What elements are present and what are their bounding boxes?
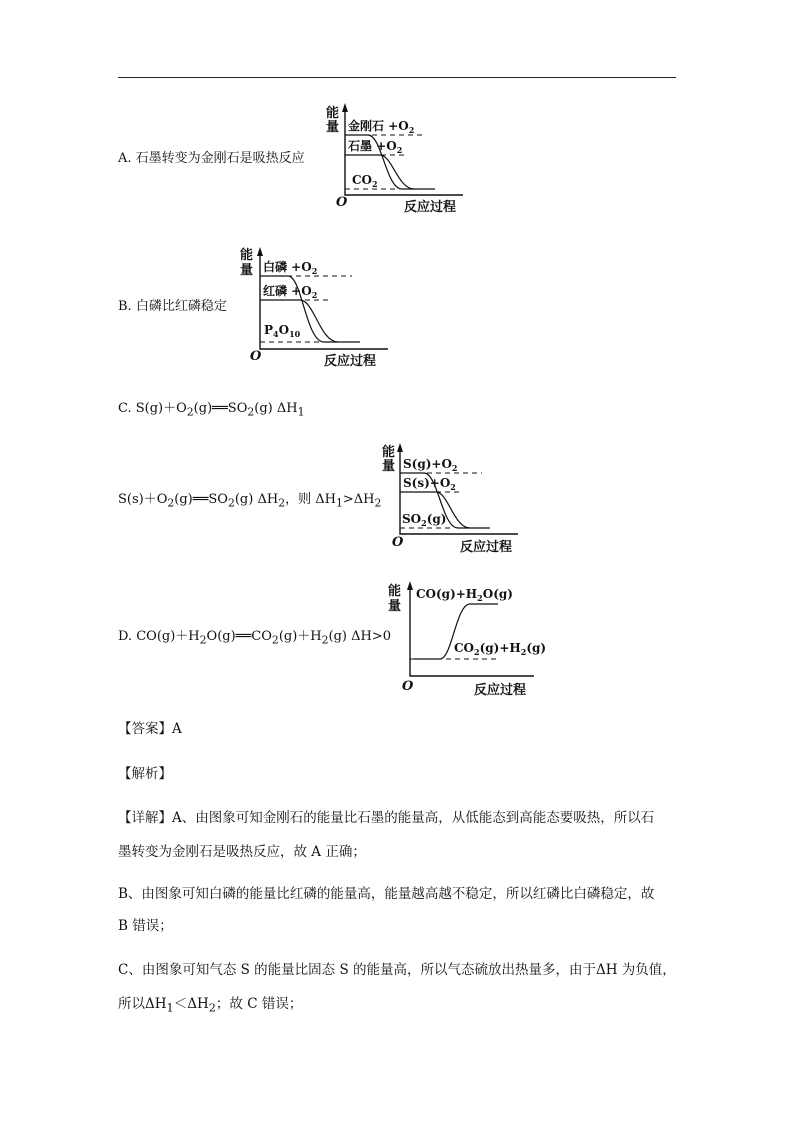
diagram-b-energy-label-2: 量 [240,263,254,278]
explanation-a-line2: 墨转变为金刚石是吸热反应，故 A 正确； [118,844,366,860]
diagram-a-origin: O [336,195,348,210]
svg-text:CO(g)+H2O(g): $CO(g)+H_2O(g)$ [416,587,513,603]
diagram-d-energy-label-2: 量 [388,599,402,614]
diagram-d [384,580,547,700]
svg-text:CO2(g)+H2(g): $CO_2(g)+H_2(g)$ [454,641,547,657]
explanation-b-line2: B 错误； [118,918,173,934]
explanation-c-line1: C、由图象可知气态 S 的能量比固态 S 的能量高，所以气态硫放出热量多，由于ΔH 为负值， [118,962,676,978]
option-a-text: A. 石墨转变为金刚石是吸热反应 [118,151,305,166]
option-c-line2: $S(s)+O_2(g)══SO_2(g)$ $\Delta H_2$，则 $\Delta H_1>\Delta H_2$ [118,492,382,510]
svg-text:白磷 +O2: 白磷 $+O_2$ [263,260,318,276]
diagram-a-label-top: 金刚石 +O [348,119,409,133]
diagram-c-label-bottom: SO [402,512,422,526]
diagram-a [320,100,470,218]
explanation-a-line1: 【详解】A、由图象可知金刚石的能量比石墨的能量高，从低能态到高能态要吸热，所以石 [118,810,655,826]
diagram-c-arrow [397,443,403,452]
option-c-line1: C. $S(g)+O_2(g)══SO_2(g)$ $\Delta H_1$ [118,401,305,419]
diagram-d-arrow [407,581,413,590]
explanation-b-line1: B、由图象可知白磷的能量比红磷的能量高，能量越高越不稳定，所以红磷比白磷稳定，故 [118,886,655,902]
diagram-b-label-top: 白磷 +O [263,260,312,274]
svg-text:S(s)+O2: $S(s)+O_2$ [403,476,456,492]
diagram-b-energy-label-1: 能 [240,248,254,263]
svg-text:SO2(g): $SO_2(g)$ [402,512,447,528]
svg-text:CO2: $CO_2$ [352,173,378,189]
diagram-d-origin: O [402,679,414,694]
diagram-b-label-mid: 红磷 +O [263,284,312,298]
diagram-c [378,442,528,556]
diagram-c-origin: O [392,535,404,550]
diagram-c-energy-label-1: 能 [382,445,396,460]
svg-text:石墨 +O2: 石墨 $+O_2$ [348,139,403,155]
analysis-heading: 【解析】 [118,766,172,782]
diagram-a-energy-label-2: 量 [326,120,340,135]
diagram-b-arrow [257,247,263,256]
diagram-b [236,244,396,370]
diagram-c-label-top: S(g)+O [403,457,452,471]
option-d-text: D. $CO(g)+H_2O(g)══CO_2(g)+H_2(g)$ ΔH>0 [118,629,392,647]
diagram-a-energy-label-1: 能 [326,106,340,121]
explanation-c-line2: 所以$\Delta H_1<\Delta H_2$；故 C 错误； [118,996,303,1015]
diagram-b-x-label: 反应过程 [324,354,377,369]
svg-text:红磷 +O2: 红磷 $+O_2$ [263,284,318,300]
diagram-d-label-top: CO(g)+H [416,587,478,601]
diagram-b-label-bottom: P [264,323,274,337]
diagram-b-origin: O [250,349,262,364]
diagram-a-arrow [342,103,348,112]
option-b-text: B. 白磷比红磷稳定 [118,299,227,314]
svg-text:S(g)+O2: $S(g)+O_2$ [403,457,458,473]
header-rule [118,77,676,78]
diagram-d-energy-label-1: 能 [388,584,402,599]
diagram-d-label-bottom: CO [454,641,475,655]
answer-line: 【答案】A [118,721,182,737]
diagram-c-energy-label-2: 量 [382,459,396,474]
diagram-c-label-mid: S(s)+O [403,476,451,490]
svg-text:P4O10: $P_4O_{10}$ [264,323,301,339]
diagram-a-x-label: 反应过程 [404,200,457,215]
svg-text:金刚石 +O2: 金刚石 $+O_2$ [348,119,415,135]
diagram-c-x-label: 反应过程 [460,540,513,555]
diagram-d-x-label: 反应过程 [474,683,527,698]
diagram-a-label-bottom: CO [352,173,373,187]
diagram-a-label-mid: 石墨 +O [348,139,397,153]
